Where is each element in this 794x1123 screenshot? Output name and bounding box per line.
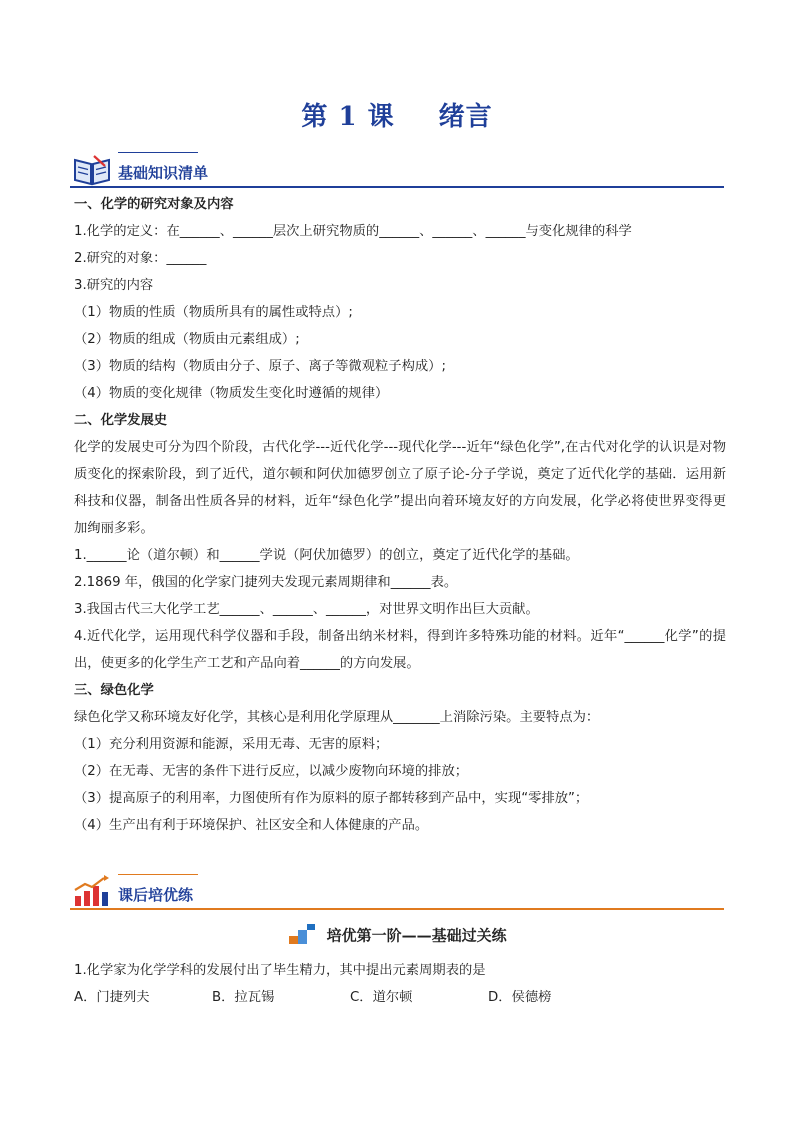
knowledge-content xyxy=(74,191,726,839)
subsection-header xyxy=(0,922,794,950)
bar-chart-arrow-icon xyxy=(72,874,112,912)
text-definition: 1.化学的定义：在______、______层次上研究物质的______、______、______与变化规律的科学 xyxy=(74,224,632,239)
option-b[interactable]: B．拉瓦锡 xyxy=(212,990,275,1005)
open-book-icon xyxy=(72,152,112,190)
list-item: （3）提高原子的利用率，力图使所有作为原料的原子都转移到产品中，实现“零排放”； xyxy=(74,791,589,806)
list-item: （3）物质的结构（物质由分子、原子、离子等微观粒子构成）; xyxy=(74,359,446,374)
heading-research-object: 一、化学的研究对象及内容 xyxy=(74,197,234,212)
option-d[interactable]: D．侯德榜 xyxy=(488,990,552,1005)
text-history-4: 4.近代化学，运用现代科学仪器和手段，制备出纳米材料，得到许多特殊功能的材料。近年“______化学”的提出，使更多的化学生产工艺和产品向着______的方向发展。 xyxy=(74,629,726,671)
list-item: （1）物质的性质（物质所具有的属性或特点）; xyxy=(74,305,353,320)
section-label-practice: 课后培优练 xyxy=(118,886,194,904)
page-title xyxy=(0,96,794,133)
text-history-3: 3.我国古代三大化学工艺______、______、______，对世界文明作出巨大贡献。 xyxy=(74,602,539,617)
text-content: 3.研究的内容 xyxy=(74,278,154,293)
text-history-1: 1.______论（道尔顿）和______学说（阿伏加德罗）的创立，奠定了近代化学的基础。 xyxy=(74,548,579,563)
section-header-practice xyxy=(70,874,724,910)
list-item: （4）物质的变化规律（物质发生变化时遵循的规律） xyxy=(74,386,389,401)
history-paragraph: 化学的发展史可分为四个阶段，古代化学---近代化学---现代化学---近年“绿色化学”,在古代对化学的认识是对物质变化的探索阶段，到了近代，道尔顿和阿伏加德罗创立了原子论-分子学说，奠定了近代化学的基础．运用新科技和仪器，制备出性质各异的材料，近年“绿色化学”提出向着环境友好的方向发展，化学必将使世界变得更加绚丽多彩。 xyxy=(74,440,726,536)
answer-options xyxy=(74,984,726,1011)
heading-green-chemistry: 三、绿色化学 xyxy=(74,683,154,698)
list-item: （4）生产出有利于环境保护、社区安全和人体健康的产品。 xyxy=(74,818,429,833)
title-topic: 绪言 xyxy=(438,102,493,132)
option-a[interactable]: A．门捷列夫 xyxy=(74,990,150,1005)
question-stem: 1.化学家为化学学科的发展付出了毕生精力，其中提出元素周期表的是 xyxy=(74,963,486,978)
section-label-basics: 基础知识清单 xyxy=(118,164,209,182)
subsection-label: 培优第一阶——基础过关练 xyxy=(326,926,507,945)
title-lesson: 第 1 课 xyxy=(301,102,395,132)
stairs-icon xyxy=(287,922,317,950)
text-object: 2.研究的对象：______ xyxy=(74,251,207,266)
text-history-2: 2.1869 年，俄国的化学家门捷列夫发现元素周期律和______表。 xyxy=(74,575,458,590)
green-paragraph: 绿色化学又称环境友好化学，其核心是利用化学原理从_______上消除污染。主要特点为： xyxy=(74,710,600,725)
list-item: （2）物质的组成（物质由元素组成）; xyxy=(74,332,300,347)
list-item: （1）充分利用资源和能源，采用无毒、无害的原料； xyxy=(74,737,389,752)
section-header-basics xyxy=(70,152,724,188)
question-1 xyxy=(74,957,726,1011)
list-item: （2）在无毒、无害的条件下进行反应，以减少废物向环境的排放； xyxy=(74,764,469,779)
option-c[interactable]: C．道尔顿 xyxy=(350,990,413,1005)
heading-history: 二、化学发展史 xyxy=(74,413,168,428)
